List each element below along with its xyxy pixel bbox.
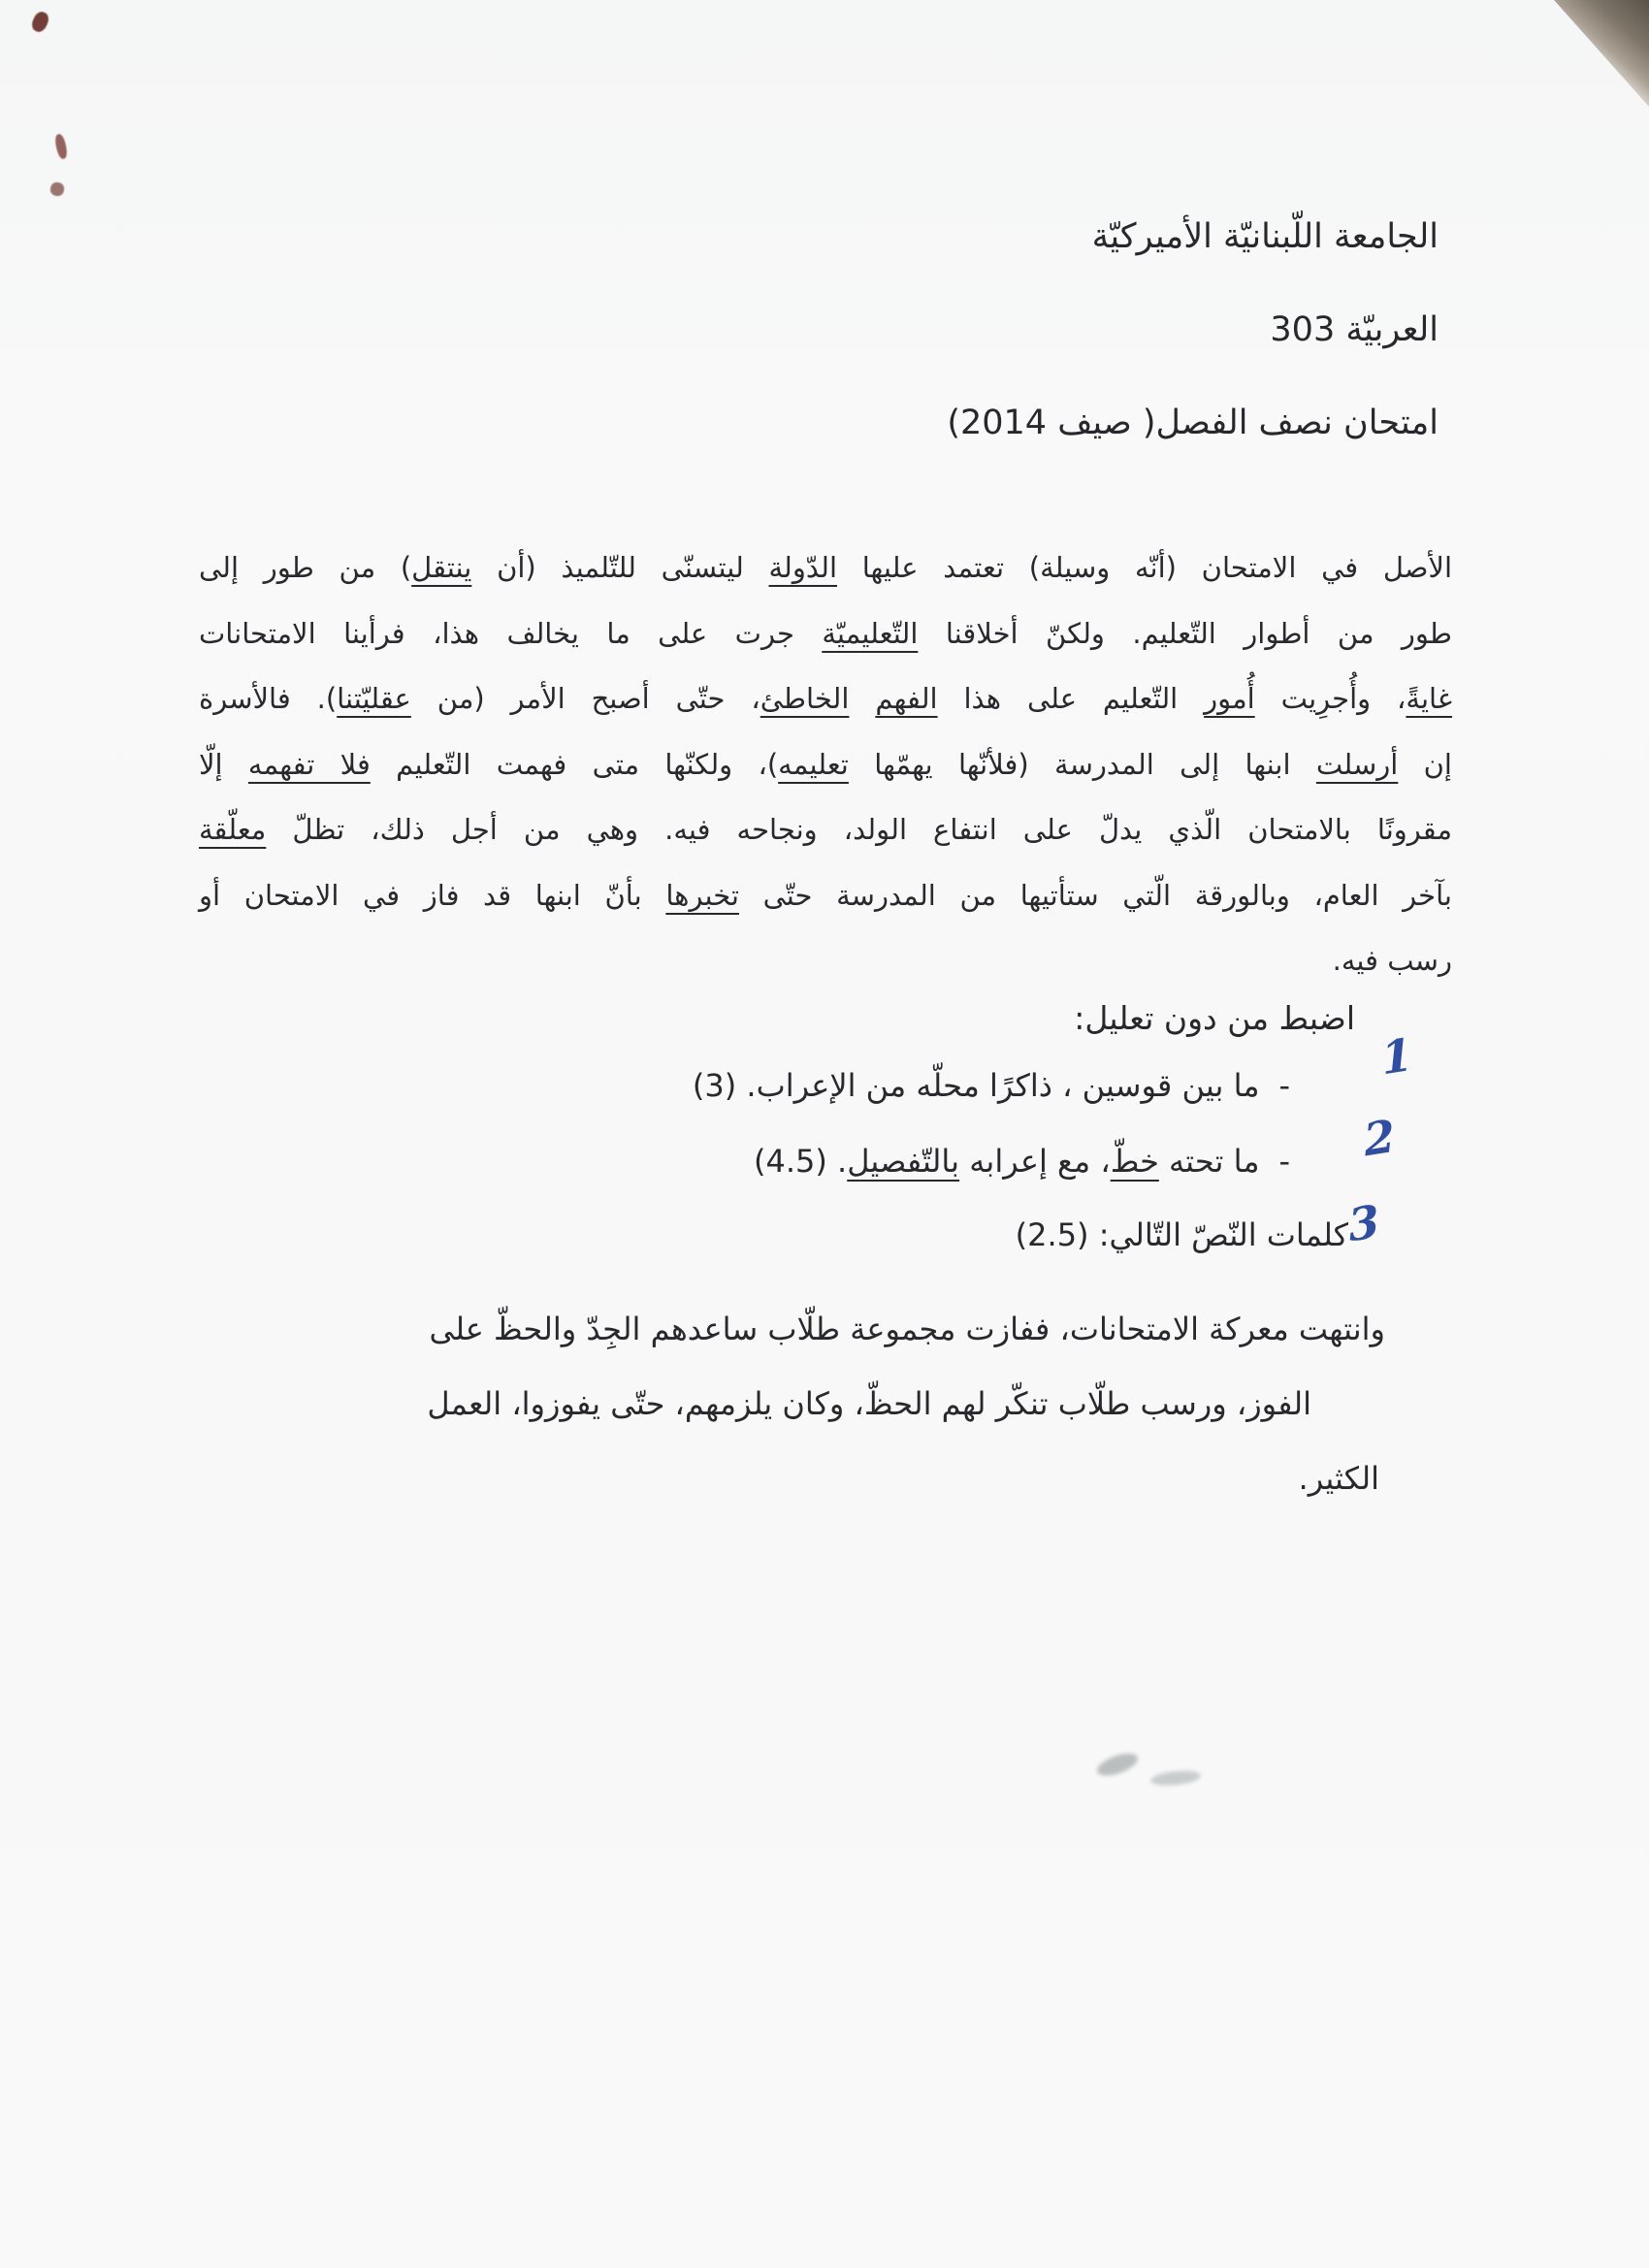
instructions-title: اضبط من دون تعليل: — [1074, 999, 1355, 1037]
passage-line: طور من أطوار التّعليم. ولكنّ أخلاقنا التّعليميّة جرت على ما يخالف هذا، فرأينا الامتحانات — [199, 616, 1452, 650]
dictation-passage — [250, 1292, 1385, 1516]
passage-line: غايةً، وأُجرِيت أُمور التّعليم على هذا الفهم الخاطئ، حتّى أصبح الأمر (من عقليّتنا). فالأسرة — [199, 682, 1453, 715]
passage-line: رسب فيه. — [1332, 944, 1452, 977]
handwritten-number-3: 3 — [1345, 1194, 1382, 1252]
exam-passage — [199, 535, 1452, 994]
course-number: العربيّة 303 — [1270, 310, 1439, 349]
question-3 — [1016, 1216, 1348, 1253]
passage-line: الفوز، ورسب طلّاب تنكّر لهم الحظّ، وكان يلزمهم، حتّى يفوزوا، العمل — [427, 1385, 1311, 1422]
ink-mark — [49, 181, 65, 197]
ink-mark — [29, 10, 50, 34]
question-3-text: كلمات النّصّ التّالي: (2.5) — [1015, 1216, 1348, 1253]
question-dash: - — [1278, 1143, 1290, 1180]
passage-line: وانتهت معركة الامتحانات، ففازت مجموعة طلّاب ساعدهم الجِدّ والحظّ على — [429, 1311, 1385, 1347]
passage-line: إن أرسلت ابنها إلى المدرسة (فلأنّها يهمّها تعليمه)، ولكنّها متى فهمت التّعليم فلا تفهمه إلّا — [199, 747, 1452, 781]
passage-line: الأصل في الامتحان (أنّه وسيلة) تعتمد عليها الدّولة ليتسنّى للتّلميذ (أن ينتقل) من طور إلى — [199, 551, 1453, 584]
passage-line: مقرونًا بالامتحان الّذي يدلّ على انتفاع الولد، ونجاحه فيه. وهي من أجل ذلك، تظلّ معلّقة — [199, 813, 1452, 846]
pencil-smudge — [1149, 1768, 1201, 1787]
question-1 — [693, 1067, 1290, 1104]
handwritten-number-1: 1 — [1378, 1027, 1415, 1085]
passage-line: بآخر العام، وبالورقة الّتي ستأتيها من المدرسة حتّى تخبرها بأنّ ابنها قد فاز في الامتحان أو — [199, 878, 1452, 912]
handwritten-number-2: 2 — [1361, 1109, 1398, 1167]
question-2 — [754, 1143, 1290, 1180]
passage-line: الكثير. — [1298, 1460, 1379, 1497]
scanner-corner-shadow — [1554, 0, 1649, 107]
document-header — [116, 190, 1439, 470]
question-2-text: ما تحته خطّ، مع إعرابه بالتّفصيل. (4.5) — [753, 1143, 1260, 1180]
university-name: الجامعة اللّبنانيّة الأميركيّة — [1091, 217, 1439, 256]
ink-mark — [53, 133, 68, 160]
question-dash: - — [1278, 1067, 1290, 1104]
exam-title: امتحان نصف الفصل( صيف 2014) — [947, 404, 1439, 442]
question-1-text: ما بين قوسين ، ذاكرًا محلّه من الإعراب. (3) — [692, 1067, 1260, 1104]
pencil-smudge — [1094, 1749, 1141, 1780]
